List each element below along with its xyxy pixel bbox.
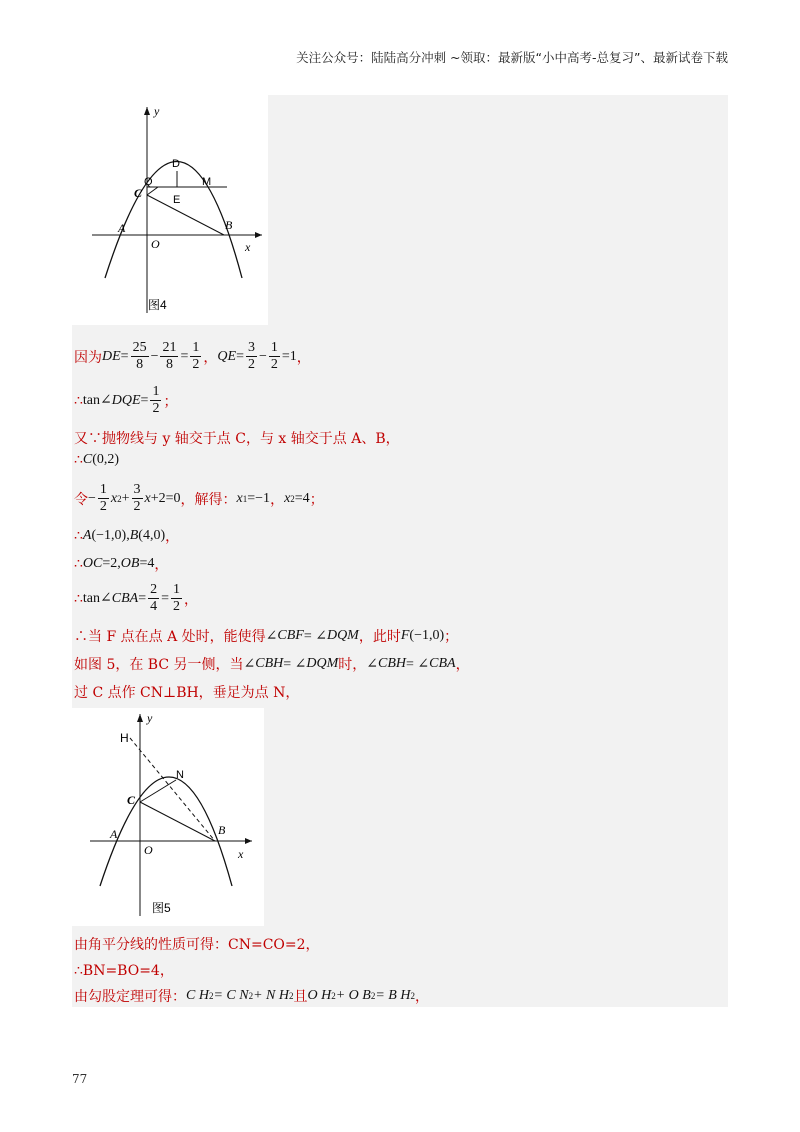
figure-4-caption: 图4 bbox=[148, 298, 167, 312]
line-6: ∴ A (−1,0) , B (4,0) ， bbox=[74, 528, 180, 545]
figure-5 bbox=[72, 708, 264, 926]
x-axis-arrow bbox=[255, 232, 262, 238]
y-axis-arrow bbox=[144, 107, 150, 115]
figure-4-graph bbox=[72, 95, 268, 325]
label-D: D bbox=[172, 158, 180, 170]
line-1: 因为 DE = $\frac{25}{8}$ − $\frac{21}{8}$ = $\frac{1}{2}$ ， QE = $\frac{3}{2}$ − $\frac{1}{2}$ =1 ， bbox=[74, 340, 311, 372]
label-N: N bbox=[176, 769, 184, 781]
label-B: B bbox=[225, 218, 233, 232]
segment-CQ bbox=[147, 187, 158, 195]
figure-5-graph bbox=[72, 708, 264, 926]
line-13: ∴BN=BO=4， bbox=[74, 963, 174, 979]
line-5: 令 − $\frac{1}{2}$ x 2 + $\frac{3}{2}$ x +2=0 ，解得： x 1 =−1 ， x 2 =4 ； bbox=[74, 482, 324, 514]
label-E: E bbox=[173, 194, 181, 206]
line-12: 由角平分线的性质可得：CN=CO=2， bbox=[74, 937, 320, 953]
label-y: y bbox=[154, 104, 160, 118]
line-4: ∴ C (0,2) bbox=[74, 452, 120, 468]
x-axis-arrow bbox=[245, 838, 252, 844]
line-7: ∴ OC =2, OB =4 ， bbox=[74, 556, 169, 573]
segment-CB bbox=[147, 195, 224, 235]
line-2: ∴ tan∠ DQE = $\frac{1}{2}$ ； bbox=[74, 384, 178, 416]
page-header: 关注公众号：陆陆高分冲刺 ~领取：最新版“小中高考-总复习”、最新试卷下载 bbox=[296, 50, 728, 65]
label-A: A bbox=[110, 827, 118, 841]
page-number: 77 bbox=[72, 1072, 88, 1086]
figure-4 bbox=[72, 95, 268, 325]
label-x: x bbox=[238, 847, 244, 861]
line-10: 如图 5，在 BC 另一侧，当 ∠ CBH = ∠ DQM 时， ∠ CBH = ∠ CBA ， bbox=[74, 656, 470, 673]
segment-HB bbox=[130, 738, 215, 841]
line-8: ∴ tan∠ CBA = $\frac{2}{4}$ = $\frac{1}{2}$ ， bbox=[74, 582, 199, 614]
line-3: 又∵抛物线与 y 轴交于点 C，与 x 轴交于点 A、B， bbox=[74, 431, 400, 447]
line-9: ∴当 F 点在点 A 处时，能使得 ∠ CBF = ∠ DQM ，此时 F (−1,0) ； bbox=[74, 628, 459, 645]
parabola bbox=[100, 777, 232, 886]
label-M: M bbox=[202, 176, 212, 188]
label-C: C bbox=[127, 793, 136, 807]
label-A: A bbox=[118, 221, 126, 235]
line-14: 由勾股定理可得： C H 2 = C N 2 + N H 2 且 O H 2 + O B 2 = B H 2 ， bbox=[74, 988, 429, 1005]
line-11: 过 C 点作 CN⊥BH，垂足为点 N， bbox=[74, 685, 300, 701]
figure-5-caption: 图5 bbox=[152, 901, 171, 915]
label-y: y bbox=[147, 711, 153, 725]
label-B: B bbox=[218, 823, 226, 837]
label-Q: Q bbox=[144, 176, 153, 188]
label-C: C bbox=[134, 186, 143, 200]
parabola bbox=[105, 162, 242, 279]
y-axis-arrow bbox=[137, 714, 143, 722]
label-O: O bbox=[144, 843, 153, 857]
label-O: O bbox=[151, 237, 160, 251]
label-H: H bbox=[120, 731, 129, 745]
label-x: x bbox=[245, 240, 251, 254]
